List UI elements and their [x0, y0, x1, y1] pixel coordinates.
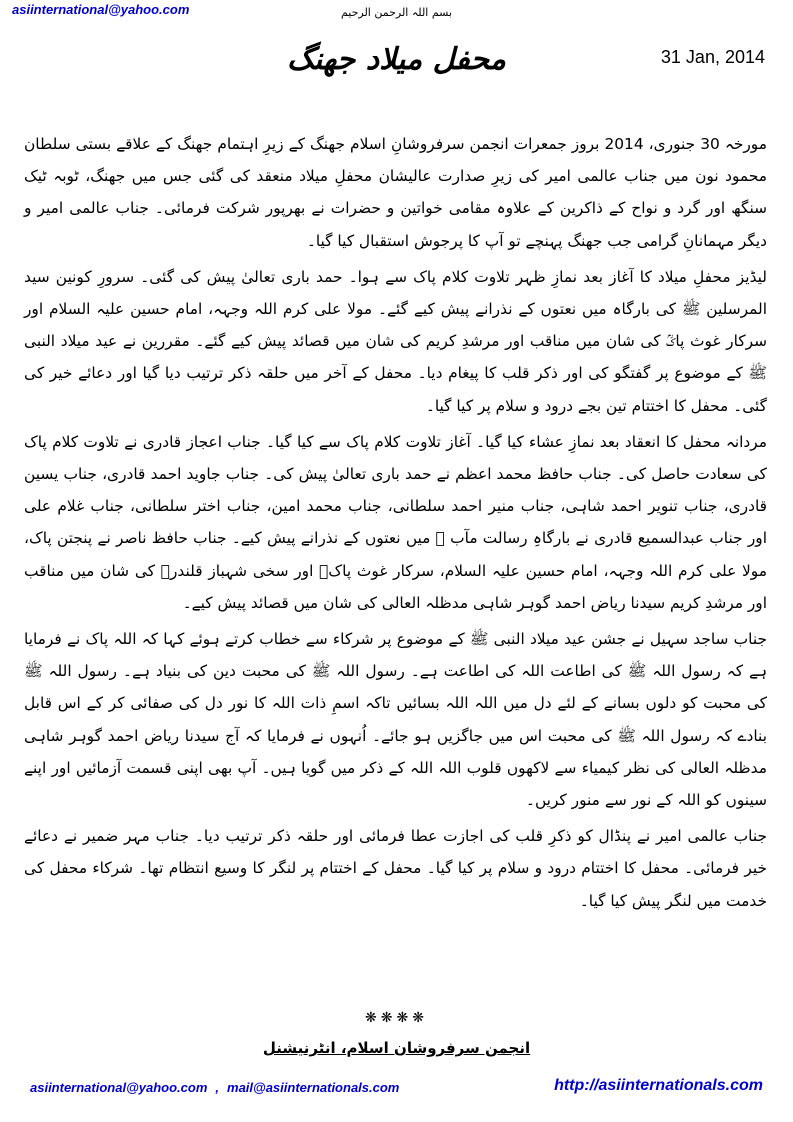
bismillah: بسم اللہ الرحمن الرحیم [340, 6, 453, 19]
website-link[interactable]: http://asiinternationals.com [554, 1077, 763, 1094]
date: 31 Jan, 2014 [660, 47, 765, 67]
paragraph-2: لیڈیز محفلِ میلاد کا آغاز بعد نمازِ ظہر تلاوت کلام پاک سے ہوا۔ حمد باری تعالیٰ پیش کی گئی۔ سرورِ کونین سید المرسلین ﷺ کی بارگاہ میں نعتوں کے نذرانے پیش کیے گئے۔ مولا علی کرم اللہ وجہہ، امام حسین علیہ السلام اور سرکار غوث پاکؒ کی شان میں مناقب اور مرشدِ کریم کی شان میں قصائد پیش کیے گئے۔ مقررین نے عید میلاد النبی ﷺ کے موضوع پر گفتگو کی اور ذکر قلب کا پیغام دیا۔ محفل کے آخر میں حلقہ ذکر ترتیب دیا گیا اور دعائے خیر کی گئی۔ محفل کا اختتام تین بجے درود و سلام پر کیا گیا۔ [24, 267, 767, 415]
organization-name: انجمن سرفروشان اسلام، انٹرنیشنل [262, 1039, 531, 1057]
paragraph-1: مورخہ 30 جنوری، 2014 بروز جمعرات انجمن سرفروشانِ اسلام جھنگ کے زیرِ اہتمام جھنگ کے علاقے بستی سلطان محمود نون میں جناب عالمی امیر کی زیرِ صدارت عالیشان محفلِ میلاد منعقد کی گئی جس میں جھنگ، ٹوبہ ٹیک سنگھ اور گرد و نواح کے ذاکرین کے علاوہ مقامی خواتین و حضرات نے بھرپور شرکت فرمائی۔ جناب عالمی امیر و دیگر مہمانانِ گرامی جب جھنگ پہنچے تو آپ کا پرجوش استقبال کیا گیا۔ [24, 135, 767, 250]
footer-mail-link[interactable]: mail@asiinternationals.com [227, 1080, 400, 1095]
footer-email-link[interactable]: asiinternational@yahoo.com [30, 1080, 208, 1095]
footer-contacts [30, 1080, 399, 1095]
header-email[interactable]: asiinternational@yahoo.com [12, 2, 190, 17]
paragraph-5: جناب عالمی امیر نے پنڈال کو ذکرِ قلب کی اجازت عطا فرمائی اور حلقہ ذکر ترتیب دیا۔ جناب مہر ضمیر نے دعائے خیر فرمائی۔ محفل کا اختتام درود و سلام پر کیا گیا۔ محفل کے اختتام پر لنگر کا وسیع انتظام تھا۔ شرکاء محفل کی خدمت میں لنگر پیش کیا گیا۔ [24, 827, 767, 910]
article-body [24, 128, 767, 921]
paragraph-4: جناب ساجد سہیل نے جشن عید میلاد النبی ﷺ کے موضوع پر شرکاء سے خطاب کرتے ہوئے کہا کہ اللہ پاک نے فرمایا ہے کہ رسول اللہ ﷺ کی اطاعت اللہ کی اطاعت ہے۔ رسول اللہ ﷺ کی محبت دین کی بنیاد ہے۔ رسول اللہ ﷺ کی محبت کو دلوں بسانے کے لئے دل میں اللہ اللہ بسائیں تاکہ اسمِ ذات اللہ کا نور دل کی صفائی کر کے اس قابل بنادے کہ رسول اللہ ﷺ کی محبت اس میں جاگزیں ہو جائے۔ اُنہوں نے فرمایا کہ آج سیدنا ریاض احمد گوہر شاہی مدظلہ العالی کی نظر کیمیاء سے لاکھوں قلوب اللہ اللہ کے ذکر میں گویا ہیں۔ آپ بھی اپنی قسمت آزمائیں اور اپنے سینوں کو اللہ کے نور سے منور کریں۔ [24, 630, 768, 810]
footer-separator: , [215, 1080, 220, 1095]
page-title: محفل میلاد جھنگ [287, 42, 506, 77]
paragraph-3: مردانہ محفل کا انعقاد بعد نمازِ عشاء کیا گیا۔ آغاز تلاوت کلام پاک سے کیا گیا۔ جناب اعجاز قادری نے تلاوت کلام پاک کی سعادت حاصل کی۔ جناب حافظ محمد اعظم نے حمد باری تعالیٰ پیش کی۔ جناب جاوید احمد قادری، جناب یسین قادری، جناب تنویر احمد شاہی، جناب منیر احمد سلطانی، جناب محمد امین، جناب اختر سلطانی، جناب غلام علی اور جناب عبدالسمیع قادری نے بارگاہِ رسالت مآب ﷺ میں نعتوں کے نذرانے پیش کیے۔ جناب حافظ ناصر نے پنجتن پاک، مولا علی کرم اللہ وجہہ، امام حسین علیہ السلام، سرکار غوث پاکؒ اور سخی شہباز قلندرؒ کی شان میں مناقب اور مرشدِ کریم سیدنا ریاض احمد گوہر شاہی مدظلہ العالی کی شان میں قصائد پیش کیے۔ [24, 432, 767, 612]
ornament-stars: ❋❋❋❋ [365, 1010, 428, 1026]
